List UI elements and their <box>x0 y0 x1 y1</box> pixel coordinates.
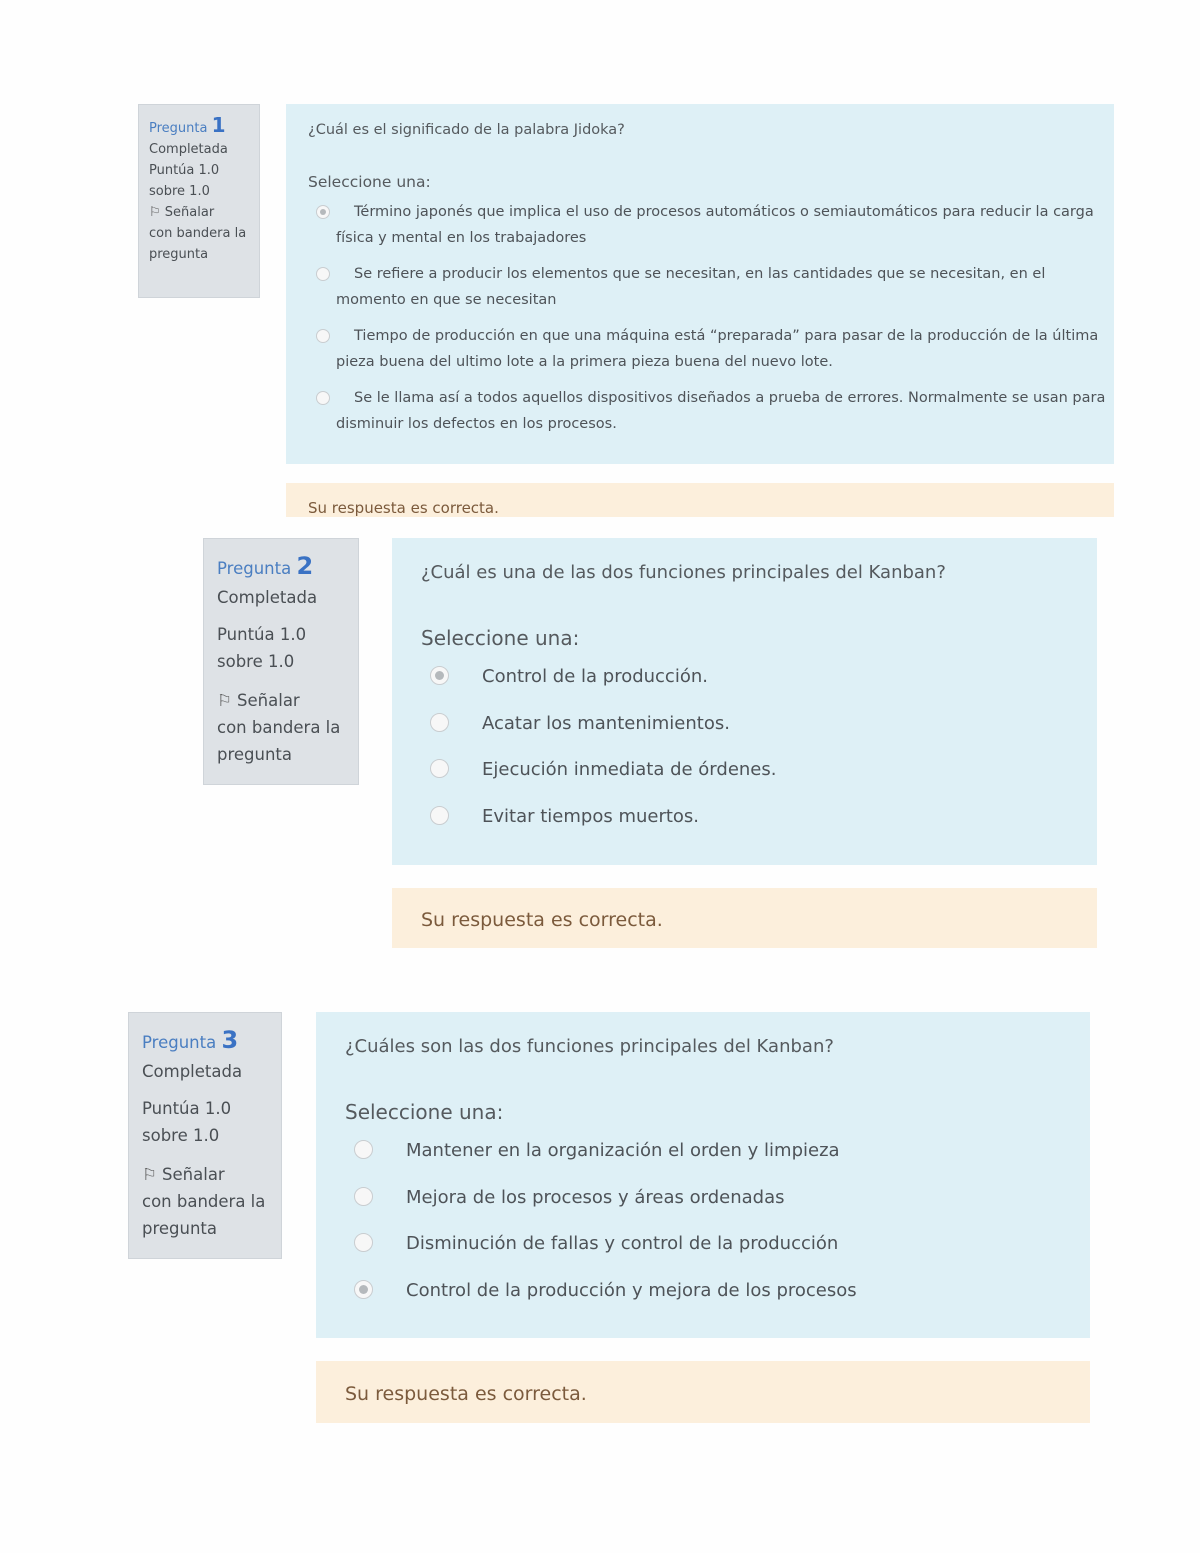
question-prompt: ¿Cuál es el significado de la palabra Jidoka? <box>308 122 625 138</box>
radio-icon[interactable] <box>316 329 330 343</box>
radio-icon[interactable] <box>430 666 449 685</box>
question-info-panel <box>203 538 359 785</box>
flag-icon: ⚐ <box>149 205 161 220</box>
question-state: Completada <box>217 588 318 607</box>
question-grade: Puntúa 1.0 sobre 1.0 <box>142 1099 232 1145</box>
select-one-label: Seleccione una: <box>421 626 580 650</box>
question-state: Completada <box>149 142 228 157</box>
answer-text: Se refiere a producir los elementos que se necesitan, en las cantidades que se necesitan, en el momento en que se necesitan <box>336 266 1046 308</box>
radio-icon[interactable] <box>430 759 449 778</box>
radio-icon[interactable] <box>354 1233 373 1252</box>
flag-icon: ⚐ <box>217 691 232 710</box>
question-content <box>392 538 1097 865</box>
question-number-label: Pregunta 2 <box>217 552 314 580</box>
select-one-label: Seleccione una: <box>345 1100 504 1124</box>
answer-text: Mantener en la organización el orden y limpieza <box>406 1140 840 1161</box>
flag-question-link[interactable]: ⚐ Señalar con bandera la pregunta <box>149 202 251 265</box>
question-grade: Puntúa 1.0 sobre 1.0 <box>217 625 307 671</box>
question-grade: Puntúa 1.0 sobre 1.0 <box>149 163 220 199</box>
question-number: 3 <box>221 1026 239 1054</box>
question-content <box>316 1012 1090 1338</box>
radio-icon[interactable] <box>316 267 330 281</box>
question-number-label: Pregunta 1 <box>149 113 226 137</box>
answer-text: Control de la producción. <box>482 666 708 687</box>
question-number: 2 <box>296 552 314 580</box>
answer-text: Mejora de los procesos y áreas ordenadas <box>406 1187 785 1208</box>
feedback-message: Su respuesta es correcta. <box>286 483 1114 517</box>
radio-icon[interactable] <box>316 391 330 405</box>
answer-text: Tiempo de producción en que una máquina está “preparada” para pasar de la producción de la última pieza buena del ultimo lote a la primera pieza buena del nuevo lote. <box>336 328 1099 370</box>
question-number-label: Pregunta 3 <box>142 1026 239 1054</box>
flag-icon: ⚐ <box>142 1165 157 1184</box>
radio-icon[interactable] <box>354 1280 373 1299</box>
question-info-panel <box>138 104 260 298</box>
answer-text: Se le llama así a todos aquellos dispositivos diseñados a prueba de errores. Normalmente se usan para disminuir los defectos en los procesos. <box>336 390 1106 432</box>
radio-icon[interactable] <box>354 1140 373 1159</box>
answer-text: Término japonés que implica el uso de procesos automáticos o semiautomáticos para reducir la carga física y mental en los trabajadores <box>336 204 1094 246</box>
question-state: Completada <box>142 1062 243 1081</box>
select-one-label: Seleccione una: <box>308 173 431 191</box>
question-content <box>286 104 1114 464</box>
feedback-message: Su respuesta es correcta. <box>392 888 1097 948</box>
flag-question-link[interactable]: ⚐ Señalar con bandera la pregunta <box>142 1161 271 1242</box>
flag-question-link[interactable]: ⚐ Señalar con bandera la pregunta <box>217 687 348 768</box>
question-prompt: ¿Cuál es una de las dos funciones principales del Kanban? <box>421 562 946 583</box>
question-info-panel <box>128 1012 282 1259</box>
radio-icon[interactable] <box>430 806 449 825</box>
answer-text: Ejecución inmediata de órdenes. <box>482 759 777 780</box>
question-prompt: ¿Cuáles son las dos funciones principales del Kanban? <box>345 1036 834 1057</box>
answer-text: Evitar tiempos muertos. <box>482 806 700 827</box>
answer-text: Control de la producción y mejora de los procesos <box>406 1280 857 1301</box>
answer-text: Disminución de fallas y control de la producción <box>406 1233 839 1254</box>
radio-icon[interactable] <box>316 205 330 219</box>
radio-icon[interactable] <box>354 1187 373 1206</box>
question-number: 1 <box>211 113 226 137</box>
radio-icon[interactable] <box>430 713 449 732</box>
answer-text: Acatar los mantenimientos. <box>482 713 730 734</box>
feedback-message: Su respuesta es correcta. <box>316 1361 1090 1423</box>
